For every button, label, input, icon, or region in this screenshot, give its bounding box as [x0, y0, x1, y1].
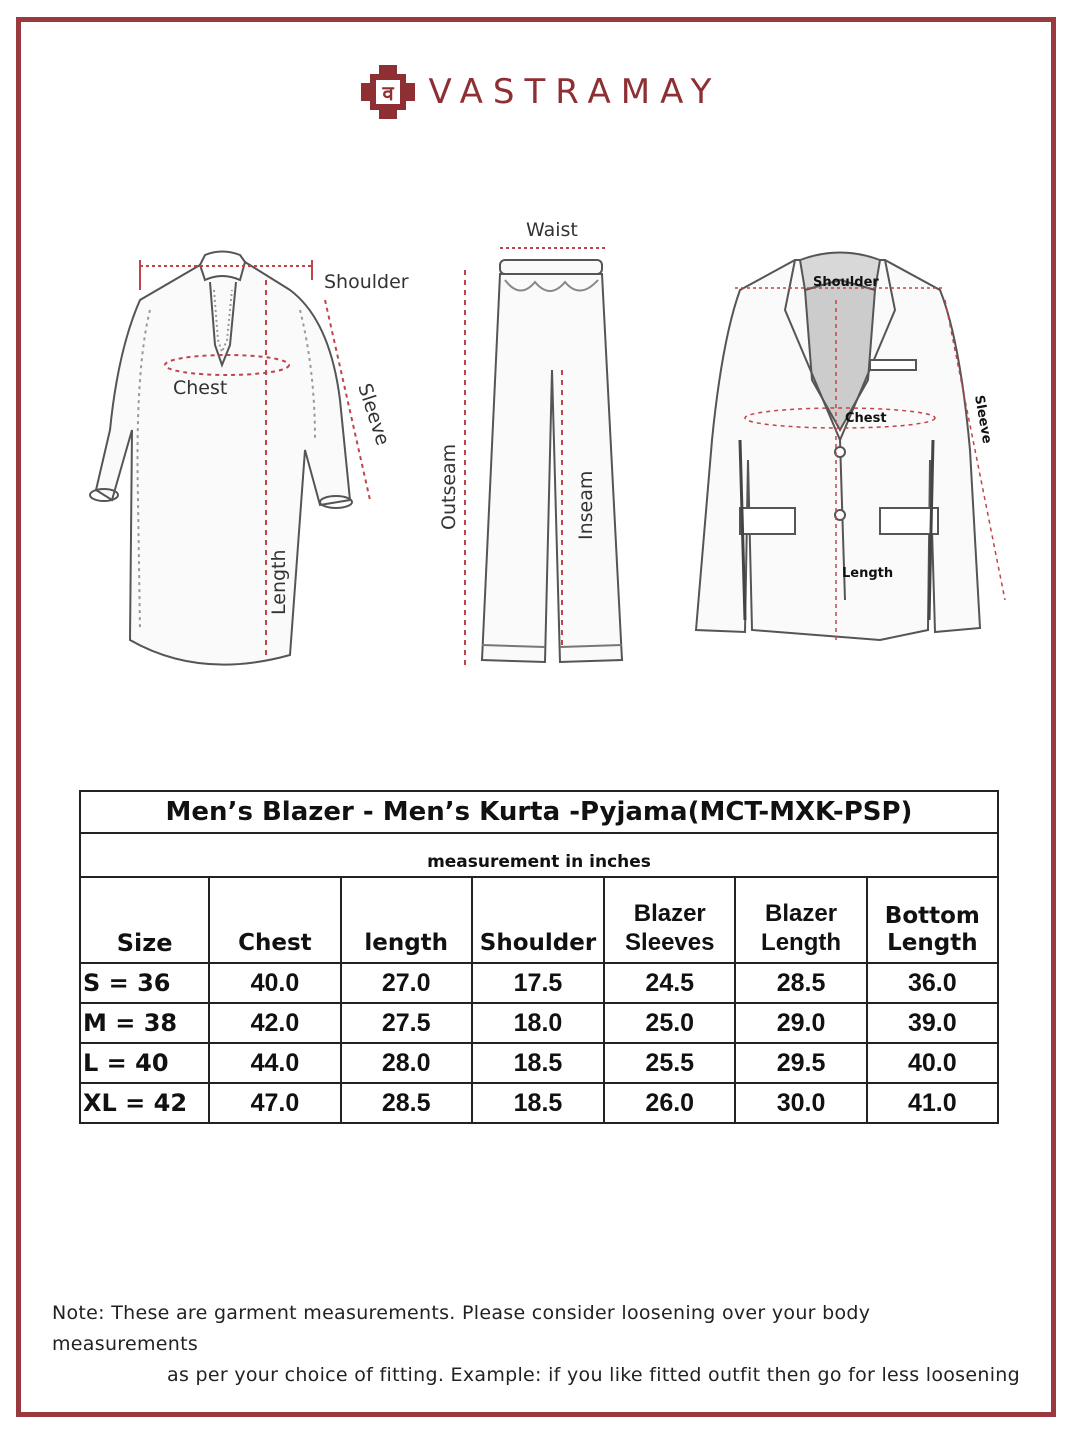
brand-mark-icon [359, 63, 417, 121]
blazer-sleeve-label: Sleeve [971, 394, 995, 445]
size-cell: L = 40 [80, 1043, 209, 1083]
shoulder-cell: 18.5 [472, 1043, 604, 1083]
size-cell: M = 38 [80, 1003, 209, 1043]
size-cell: S = 36 [80, 963, 209, 1003]
table-row [80, 1043, 998, 1083]
header-bottom-length: Bottom Length [867, 877, 998, 963]
blazer-shoulder-label: Shoulder [813, 275, 879, 290]
size-chart-table [79, 790, 999, 1124]
bottom-length-cell: 40.0 [867, 1043, 998, 1083]
header-blazer-sleeves: Blazer Sleeves [604, 877, 735, 963]
kurta-shoulder-label: Shoulder [324, 271, 409, 293]
header-length: length [341, 877, 472, 963]
table-subtitle-row [80, 833, 998, 877]
blazer-length-cell: 29.0 [735, 1003, 866, 1043]
chest-cell: 40.0 [209, 963, 340, 1003]
note-line-1: Note: These are garment measurements. Please consider loosening over your body measurements [52, 1302, 871, 1355]
blazer-length-cell: 28.5 [735, 963, 866, 1003]
chest-cell: 44.0 [209, 1043, 340, 1083]
length-cell: 27.5 [341, 1003, 472, 1043]
blazer-length-cell: 30.0 [735, 1083, 866, 1123]
chest-cell: 42.0 [209, 1003, 340, 1043]
size-cell: XL = 42 [80, 1083, 209, 1123]
length-cell: 27.0 [341, 963, 472, 1003]
shoulder-cell: 18.0 [472, 1003, 604, 1043]
bottom-length-cell: 39.0 [867, 1003, 998, 1043]
brand-mark-letter: व [381, 81, 394, 105]
blazer-length-cell: 29.5 [735, 1043, 866, 1083]
blazer-sleeves-cell: 24.5 [604, 963, 735, 1003]
table-row [80, 963, 998, 1003]
blazer-sleeves-cell: 26.0 [604, 1083, 735, 1123]
header-shoulder: Shoulder [472, 877, 604, 963]
kurta-chest-label: Chest [173, 377, 228, 399]
kurta-length-label: Length [268, 549, 290, 615]
table-header-row [80, 877, 998, 963]
pyjama-inseam-label: Inseam [575, 470, 597, 540]
blazer-length-label: Length [842, 566, 894, 581]
blazer-sleeves-cell: 25.5 [604, 1043, 735, 1083]
kurta-illustration [90, 252, 352, 665]
pyjama-illustration [482, 260, 622, 662]
garment-illustrations [0, 200, 1080, 700]
kurta-sleeve-label: Sleeve [353, 380, 394, 449]
table-row [80, 1083, 998, 1123]
brand-name: VASTRAMAY [428, 72, 722, 112]
length-cell: 28.0 [341, 1043, 472, 1083]
blazer-sleeves-cell: 25.0 [604, 1003, 735, 1043]
table-row [80, 1003, 998, 1043]
blazer-chest-label: Chest [845, 411, 887, 426]
bottom-length-cell: 36.0 [867, 963, 998, 1003]
pyjama-outseam-label: Outseam [438, 443, 460, 530]
bottom-length-cell: 41.0 [867, 1083, 998, 1123]
header-chest: Chest [209, 877, 340, 963]
table-title-row [80, 791, 998, 833]
pyjama-waist-label: Waist [526, 219, 578, 241]
note-line-2: as per your choice of fitting. Example: if you like fitted outfit then go for less loosening [167, 1364, 1020, 1386]
brand-logo [0, 62, 1080, 122]
header-blazer-length: Blazer Length [735, 877, 866, 963]
table-subtitle: measurement in inches [80, 833, 998, 877]
header-size: Size [80, 877, 209, 963]
shoulder-cell: 17.5 [472, 963, 604, 1003]
shoulder-cell: 18.5 [472, 1083, 604, 1123]
length-cell: 28.5 [341, 1083, 472, 1123]
blazer-illustration [696, 253, 980, 641]
fitting-note [52, 1298, 1020, 1391]
chest-cell: 47.0 [209, 1083, 340, 1123]
table-title: Men’s Blazer - Men’s Kurta -Pyjama(MCT-MXK-PSP) [80, 791, 998, 833]
